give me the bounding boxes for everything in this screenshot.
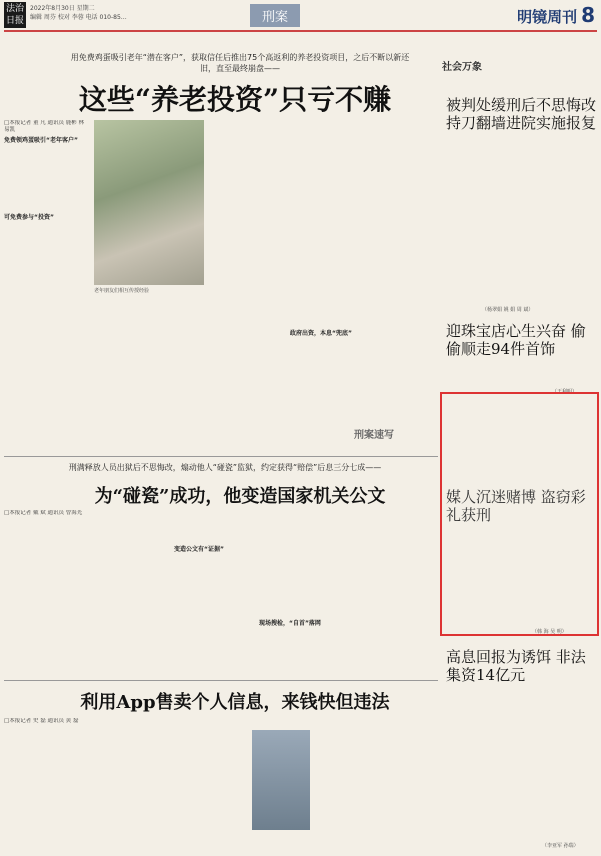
lead-subhead-3: 政府出资，本息“兜底” bbox=[290, 330, 352, 337]
sidebar-item4-headline: 高息回报为诱饵 非法集资14亿元 bbox=[446, 648, 586, 684]
lead-photo bbox=[94, 120, 204, 285]
sidebar-item3-signoff: （韩 海 吴 明） bbox=[532, 629, 567, 635]
lead-photo-caption: 老年朋友们相互传授经验 bbox=[94, 288, 150, 294]
lead-column-4 bbox=[290, 120, 360, 450]
case-sketch-logo: 刑案速写 bbox=[354, 430, 394, 441]
story3-headline: 利用App售卖个人信息，来钱快但违法 bbox=[80, 692, 390, 713]
sidebar-item1-headline: 被判处缓刑后不思悔改 持刀翻墙进院实施报复 bbox=[446, 96, 597, 132]
newspaper-logo: 法治日报 bbox=[5, 4, 24, 26]
story2-subhead-1: 变造公文有“证据” bbox=[174, 546, 224, 553]
edition-name: 明镜周刊 bbox=[517, 8, 578, 26]
lead-headline: 这些“养老投资”只亏不赚 bbox=[78, 83, 392, 116]
lead-column-1 bbox=[4, 120, 88, 450]
story3-body bbox=[4, 718, 438, 852]
story3-byline: □本报记者 史 磊 通讯员 黄 磊 bbox=[4, 718, 79, 724]
column-tag: 刑案 bbox=[250, 4, 300, 27]
sidebar-item2-signoff: （王利明） bbox=[552, 389, 578, 395]
lead-subhead-2: 可免费参与“投资” bbox=[4, 214, 54, 221]
story2-body bbox=[4, 510, 438, 675]
lead-kicker: 用免费鸡蛋吸引老年“潜在客户”，获取信任后推出75个高返利的养老投资项目，之后不断以新还旧，直至最终崩盘—— bbox=[70, 53, 410, 73]
story2-kicker: 刑满释放人员出狱后不思悔改，煽动他人“碰瓷”监狱，约定获得“赔偿”后息三分七成—— bbox=[68, 463, 382, 472]
section-divider bbox=[4, 680, 438, 681]
sidebar-section-title: 社会万象 bbox=[442, 62, 482, 73]
staff-line: 编辑 周芬 校对 李蓉 电话 010-85… bbox=[30, 14, 127, 21]
sidebar-item4-signoff: （李亚军 孙瑞） bbox=[542, 843, 579, 849]
story2-column-1 bbox=[4, 510, 84, 675]
story2-column-4 bbox=[259, 510, 339, 675]
highlighted-item-frame bbox=[440, 392, 599, 636]
story2-subhead-2: 现场搜检，“自首”落网 bbox=[259, 620, 321, 627]
sidebar-item3-headline: 媒人沉迷赌博 盗窃彩礼获刑 bbox=[446, 488, 586, 524]
story3-photo bbox=[252, 730, 310, 830]
lead-byline: □本报记者 董 凡 通讯员 鹿彬 林易凯 bbox=[4, 120, 84, 133]
lead-column-3 bbox=[214, 120, 284, 450]
story2-byline: □本报记者 戴 斌 通讯员 曾海光 bbox=[4, 510, 83, 516]
story2-column-3 bbox=[174, 510, 254, 675]
story3-column-1 bbox=[4, 718, 84, 852]
lead-subhead-1: 免费领鸡蛋吸引“老年客户” bbox=[4, 137, 78, 144]
story2-headline: 为“碰瓷”成功，他变造国家机关公文 bbox=[94, 486, 386, 507]
sidebar-item2-headline: 迎珠宝店心生兴奋 偷偷顺走94件首饰 bbox=[446, 322, 586, 358]
header-rule bbox=[4, 30, 597, 32]
date-line: 2022年8月30日 星期二 bbox=[30, 5, 95, 12]
lead-story-body bbox=[4, 120, 438, 450]
page-number: 8 bbox=[581, 3, 595, 27]
sidebar-item1-signoff: （杨翠娟 姚 娟 周 斌） bbox=[482, 307, 534, 313]
edition-title bbox=[517, 3, 595, 27]
section-divider bbox=[4, 456, 438, 457]
lead-column-5 bbox=[366, 120, 436, 450]
page-masthead bbox=[0, 0, 601, 36]
